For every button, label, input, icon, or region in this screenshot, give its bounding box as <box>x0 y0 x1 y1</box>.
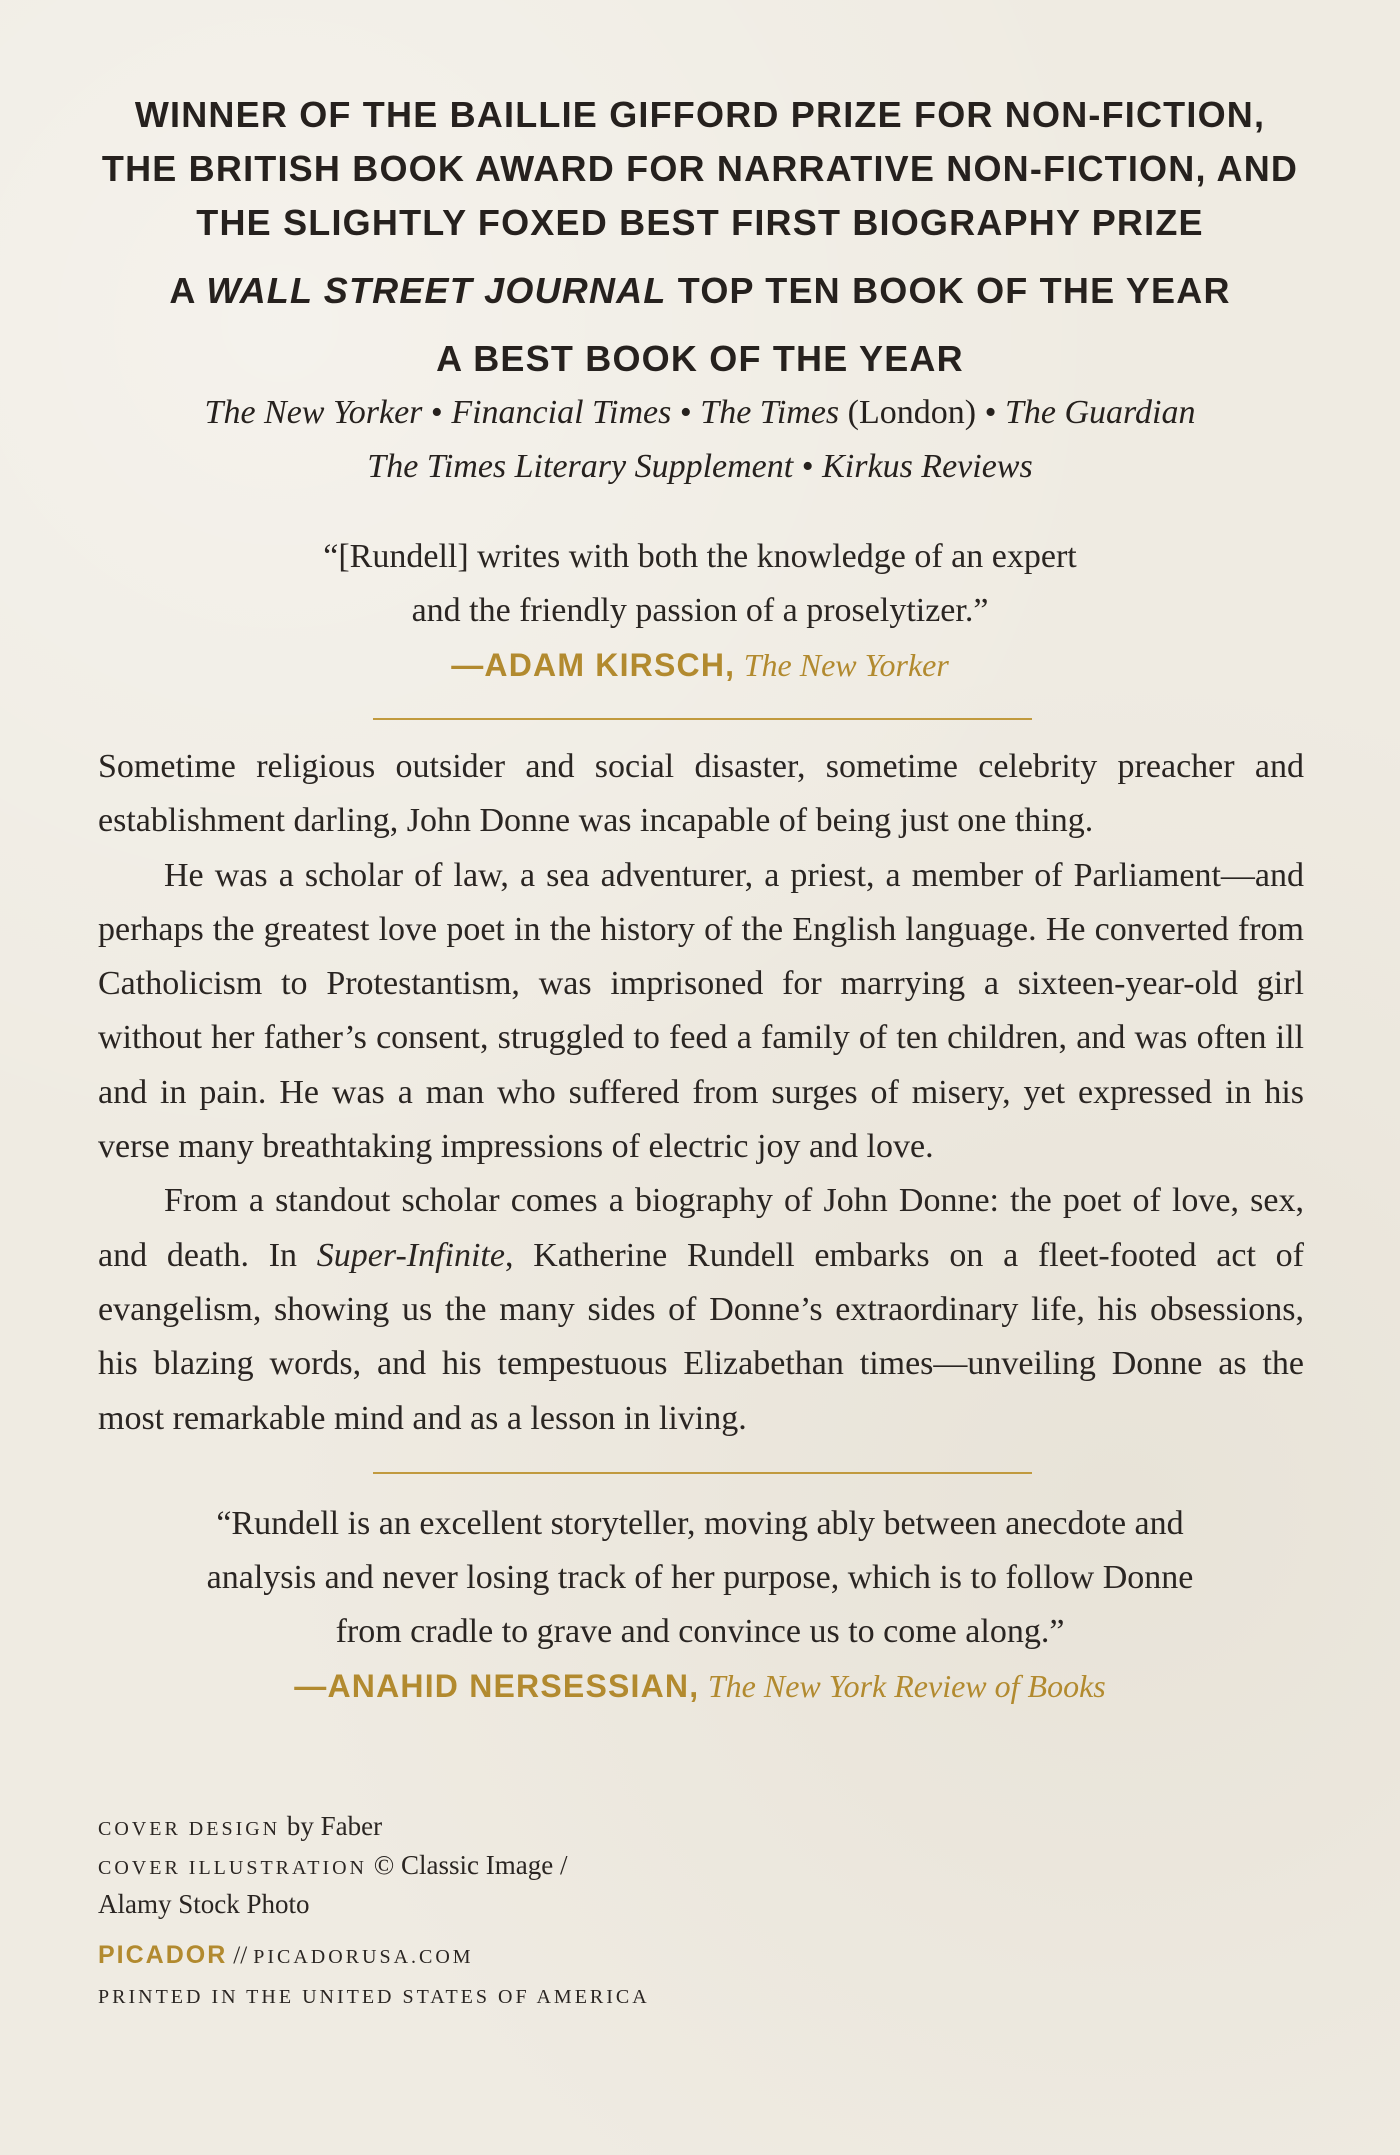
reviewer-name: —ANAHID NERSESSIAN, <box>294 1668 700 1704</box>
award-line-2: THE BRITISH BOOK AWARD FOR NARRATIVE NON-FICTION, AND <box>101 148 1299 189</box>
printed-notice: PRINTED IN THE UNITED STATES OF AMERICA <box>98 1986 650 2008</box>
divider-rule <box>373 1472 1032 1474</box>
cover-design-credit: COVER DESIGN by Faber <box>98 1811 383 1841</box>
publisher-website: PICADORUSA.COM <box>253 1946 474 1968</box>
cover-illustration-credit: COVER ILLUSTRATION © Classic Image / <box>98 1850 568 1880</box>
book-title: Super-Infinite <box>316 1236 505 1274</box>
pub-tls: The Times Literary Supplement <box>367 448 794 485</box>
cover-illustration-credit-2: Alamy Stock Photo <box>98 1889 310 1919</box>
bullet: • <box>984 394 997 431</box>
publications-line-1 <box>0 386 1400 440</box>
awards-block <box>0 88 1400 494</box>
award-line-3: THE SLIGHTLY FOXED BEST FIRST BIOGRAPHY PRIZE <box>196 202 1204 243</box>
pub-the-guardian: The Guardian <box>1004 394 1196 431</box>
review-quote-nersessian <box>0 1497 1400 1714</box>
review-quote-kirsch <box>0 530 1400 693</box>
award-line-1: WINNER OF THE BAILLIE GIFFORD PRIZE FOR NON-FICTION, <box>134 94 1266 135</box>
description-paragraph-1: Sometime religious outsider and social disaster, sometime celebrity preacher and establishment darling, John Donne was incapable of being just one thing. <box>98 748 1304 840</box>
quote-line: and the friendly passion of a proselytizer.” <box>411 592 989 629</box>
separator: // <box>233 1942 248 1969</box>
wsj-award: A WALL STREET JOURNAL TOP TEN BOOK OF THE YEAR <box>169 270 1231 311</box>
pub-new-yorker: The New Yorker <box>204 394 423 431</box>
publications-line-2 <box>0 440 1400 494</box>
publisher-line <box>98 1936 650 1975</box>
reviewer-name: —ADAM KIRSCH, <box>451 647 736 683</box>
review-source: The New Yorker <box>743 647 949 683</box>
bullet: • <box>430 394 443 431</box>
pub-the-times-london: (London) <box>847 394 977 431</box>
quote-attribution <box>0 638 1400 693</box>
credits-block <box>98 1808 650 2015</box>
pub-kirkus: Kirkus Reviews <box>822 448 1033 485</box>
description-paragraph-2: He was a scholar of law, a sea adventurer, a priest, a member of Parliament—and perhaps the greatest love poet in the history of the English language. He converted from Catholicism to Protestantism, was imprisoned for marrying a sixteen-year-old girl without her father’s consent, struggled to feed a family of ten children, and was often ill and in pain. He was a man who suffered from surges of misery, yet expressed in his verse many breathtaking impressions of electric joy and love. <box>98 856 1304 1166</box>
best-book-heading: A BEST BOOK OF THE YEAR <box>436 338 964 379</box>
publisher-name: PICADOR <box>98 1941 228 1969</box>
bullet: • <box>801 448 814 485</box>
pub-financial-times: Financial Times <box>451 394 672 431</box>
divider-rule <box>373 718 1032 720</box>
quote-line: “[Rundell] writes with both the knowledge of an expert <box>323 538 1077 575</box>
quote-line: “Rundell is an excellent storyteller, moving ably between anecdote and <box>216 1505 1184 1542</box>
description-paragraph-3: From a standout scholar comes a biography of John Donne: the poet of love, sex, and death. In Super-Infinite, Katherine Rundell embarks on a fleet-footed act of evangelism, showing us the many sides of Donne’s extraordinary life, his obsessions, his blazing words, and his tempestuous Elizabethan times—unveiling Donne as the most remarkable mind and as a lesson in living. <box>98 1182 1304 1437</box>
pub-the-times: The Times <box>700 394 840 431</box>
quote-attribution <box>0 1659 1400 1714</box>
bullet: • <box>679 394 692 431</box>
quote-line: analysis and never losing track of her purpose, which is to follow Donne <box>206 1559 1194 1596</box>
wsj-title: WALL STREET JOURNAL <box>206 270 667 311</box>
review-source: The New York Review of Books <box>707 1668 1106 1704</box>
quote-line: from cradle to grave and convince us to come along.” <box>335 1613 1065 1650</box>
book-description <box>98 740 1304 1446</box>
